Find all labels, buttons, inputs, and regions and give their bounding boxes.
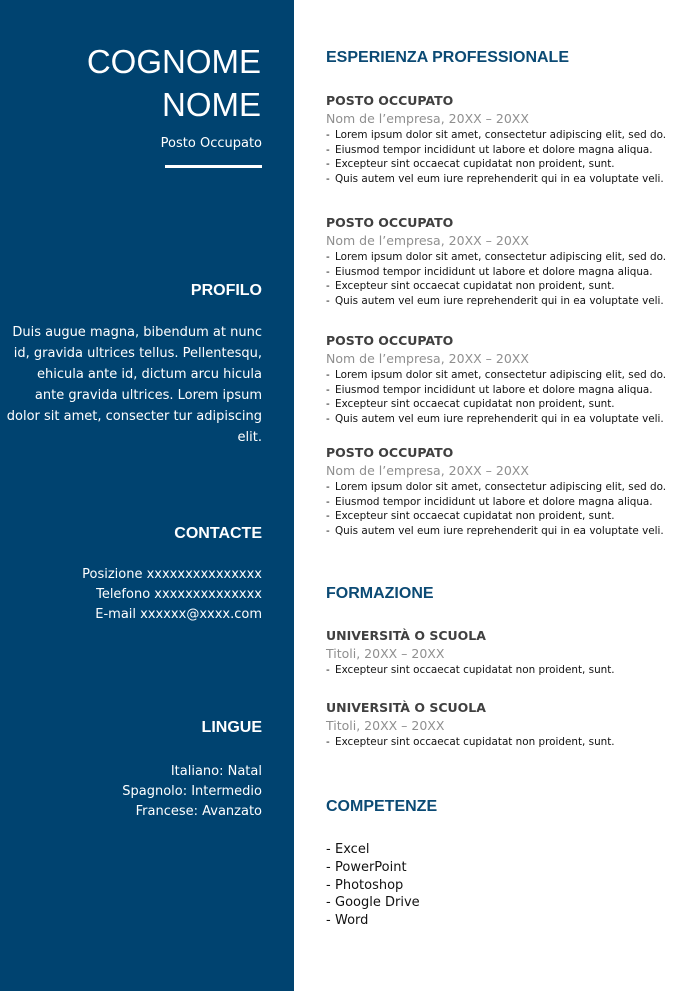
- education-entry: [326, 699, 686, 750]
- job-company-dates: Nom de l’empresa, 20XX – 20XX: [326, 463, 529, 478]
- job-bullet: - Lorem ipsum dolor sit amet, consectetur adipiscing elit, sed do.: [326, 250, 686, 265]
- skills-heading: COMPETENZE: [326, 798, 438, 815]
- first-name-heading: NOME: [162, 86, 261, 123]
- languages-list: [122, 762, 262, 822]
- school-name: UNIVERSITÀ O SCUOLA: [326, 628, 486, 643]
- job-bullet: - Excepteur sint occaecat cupidatat non proident, sunt.: [326, 279, 686, 294]
- surname-heading: COGNOME: [86, 43, 261, 80]
- job-bullets: [326, 480, 686, 538]
- job-bullet: - Lorem ipsum dolor sit amet, consectetur adipiscing elit, sed do.: [326, 128, 686, 143]
- job-bullet: - Lorem ipsum dolor sit amet, consectetur adipiscing elit, sed do.: [326, 480, 686, 495]
- contact-heading: CONTACTE: [174, 525, 262, 542]
- contact-phone: Telefono xxxxxxxxxxxxxx: [96, 587, 262, 602]
- job-company-dates: Nom de l’empresa, 20XX – 20XX: [326, 233, 529, 248]
- experience-entry: [326, 332, 686, 426]
- job-bullet: - Excepteur sint occaecat cupidatat non proident, sunt.: [326, 157, 686, 172]
- job-bullet: - Eiusmod tempor incididunt ut labore et dolore magna aliqua.: [326, 495, 686, 510]
- job-bullet: - Eiusmod tempor incididunt ut labore et dolore magna aliqua.: [326, 265, 686, 280]
- education-bullets: [326, 735, 686, 750]
- language-item: Italiano: Natal: [170, 764, 262, 779]
- job-company-dates: Nom de l’empresa, 20XX – 20XX: [326, 111, 529, 126]
- skill-item: - Word: [326, 912, 420, 930]
- job-bullet: - Eiusmod tempor incididunt ut labore et dolore magna aliqua.: [326, 383, 686, 398]
- job-bullets: [326, 368, 686, 426]
- experience-entry: [326, 92, 686, 186]
- job-bullet: - Eiusmod tempor incididunt ut labore et dolore magna aliqua.: [326, 143, 686, 158]
- job-bullet: - Quis autem vel eum iure reprehenderit qui in ea voluptate veli.: [326, 412, 686, 427]
- job-bullet: - Lorem ipsum dolor sit amet, consectetur adipiscing elit, sed do.: [326, 368, 686, 383]
- job-bullet: - Quis autem vel eum iure reprehenderit qui in ea voluptate veli.: [326, 172, 686, 187]
- education-entry: [326, 627, 686, 678]
- skill-item: - Photoshop: [326, 877, 420, 895]
- job-position: POSTO OCCUPATO: [326, 333, 454, 348]
- job-bullets: [326, 250, 686, 308]
- education-bullet: - Excepteur sint occaecat cupidatat non proident, sunt.: [326, 663, 686, 678]
- profile-text: Duis augue magna, bibendum at nunc id, gravida ultrices tellus. Pellentesqu, ehicula ante id, dictum arcu hicula ante gravida ultrices. Lorem ipsum dolor sit amet, consecter tur adipiscing elit.: [6, 325, 262, 445]
- job-position: POSTO OCCUPATO: [326, 445, 454, 460]
- school-name: UNIVERSITÀ O SCUOLA: [326, 700, 486, 715]
- skill-item: - Excel: [326, 841, 420, 859]
- skill-item: - PowerPoint: [326, 859, 420, 877]
- contact-list: [82, 565, 262, 625]
- job-company-dates: Nom de l’empresa, 20XX – 20XX: [326, 351, 529, 366]
- experience-heading: ESPERIENZA PROFESSIONALE: [326, 49, 569, 66]
- education-bullets: [326, 663, 686, 678]
- job-bullet: - Quis autem vel eum iure reprehenderit qui in ea voluptate veli.: [326, 294, 686, 309]
- job-position: POSTO OCCUPATO: [326, 93, 454, 108]
- job-bullets: [326, 128, 686, 186]
- contact-email: E-mail xxxxxx@xxxx.com: [95, 607, 262, 622]
- education-heading: FORMAZIONE: [326, 585, 434, 602]
- profile-heading: PROFILO: [190, 282, 262, 299]
- languages-heading: LINGUE: [201, 719, 262, 736]
- language-item: Spagnolo: Intermedio: [122, 784, 262, 799]
- job-bullet: - Excepteur sint occaecat cupidatat non proident, sunt.: [326, 509, 686, 524]
- job-title: Posto Occupato: [160, 136, 262, 151]
- experience-entry: [326, 214, 686, 308]
- degree-dates: Titoli, 20XX – 20XX: [326, 718, 445, 733]
- job-bullet: - Excepteur sint occaecat cupidatat non proident, sunt.: [326, 397, 686, 412]
- contact-address: Posizione xxxxxxxxxxxxxxx: [82, 567, 262, 582]
- skills-list: [326, 841, 420, 930]
- skill-item: - Google Drive: [326, 894, 420, 912]
- job-bullet: - Quis autem vel eum iure reprehenderit qui in ea voluptate veli.: [326, 524, 686, 539]
- education-bullet: - Excepteur sint occaecat cupidatat non proident, sunt.: [326, 735, 686, 750]
- language-item: Francese: Avanzato: [135, 804, 262, 819]
- degree-dates: Titoli, 20XX – 20XX: [326, 646, 445, 661]
- job-position: POSTO OCCUPATO: [326, 215, 454, 230]
- name-divider: [165, 165, 262, 168]
- experience-entry: [326, 444, 686, 538]
